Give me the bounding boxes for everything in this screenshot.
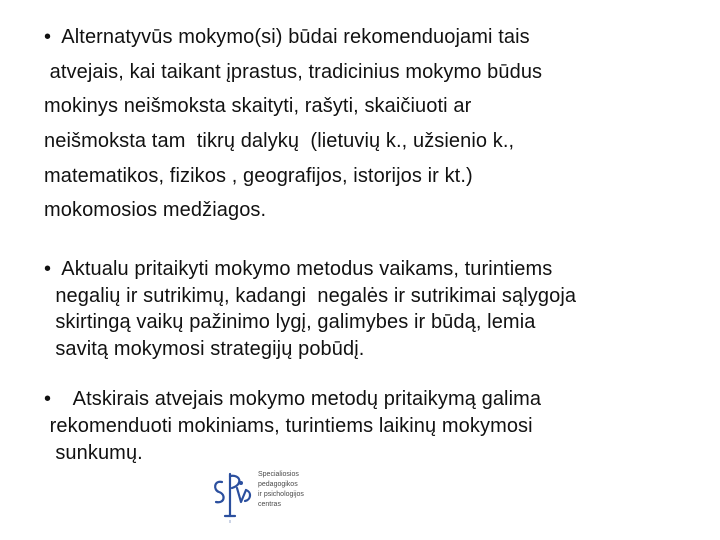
paragraph-line: atvejais, kai taikant įprastus, tradicinius mokymo būdus (44, 60, 543, 83)
paragraph-line: mokomosios medžiagos. (44, 199, 267, 222)
paragraph-line: • Alternatyvūs mokymo(si) būdai rekomenduojami tais (44, 26, 530, 48)
paragraph-line: • Aktualu pritaikyti mokymo metodus vaikams, turintiems (44, 258, 553, 280)
sppc-logo (210, 468, 320, 526)
paragraph-line: rekomenduoti mokiniams, turintiems laikinų mokymosi (44, 414, 533, 437)
sppc-logo-icon (210, 468, 256, 524)
paragraph-line: matematikos, fizikos , geografijos, istorijos ir kt.) (44, 164, 473, 187)
paragraph-line: sunkumų. (44, 441, 143, 464)
logo-text-line: Specialiosios (258, 471, 299, 478)
paragraph-line: skirtingą vaikų pažinimo lygį, galimybes ir būdą, lemia (44, 311, 536, 333)
logo-text-line: pedagogikos (258, 481, 298, 488)
paragraph-line: mokinys neišmoksta skaityti, rašyti, skaičiuoti ar (44, 95, 472, 118)
logo-text-line: ir psichologijos (258, 491, 304, 498)
paragraph-line: • Atskirais atvejais mokymo metodų pritaikymą galima (44, 388, 542, 410)
paragraph-line: savitą mokymosi strategijų pobūdį. (44, 337, 365, 360)
paragraph-2 (44, 256, 576, 362)
logo-text-line: centras (258, 501, 281, 508)
paragraph-line: negalių ir sutrikimų, kadangi negalės ir sutrikimai sąlygoja (44, 284, 577, 307)
sppc-logo-text (258, 470, 304, 510)
paragraph-1 (44, 20, 542, 228)
paragraph-line: neišmoksta tam tikrų dalykų (lietuvių k., užsienio k., (44, 130, 515, 153)
paragraph-3 (44, 386, 541, 466)
